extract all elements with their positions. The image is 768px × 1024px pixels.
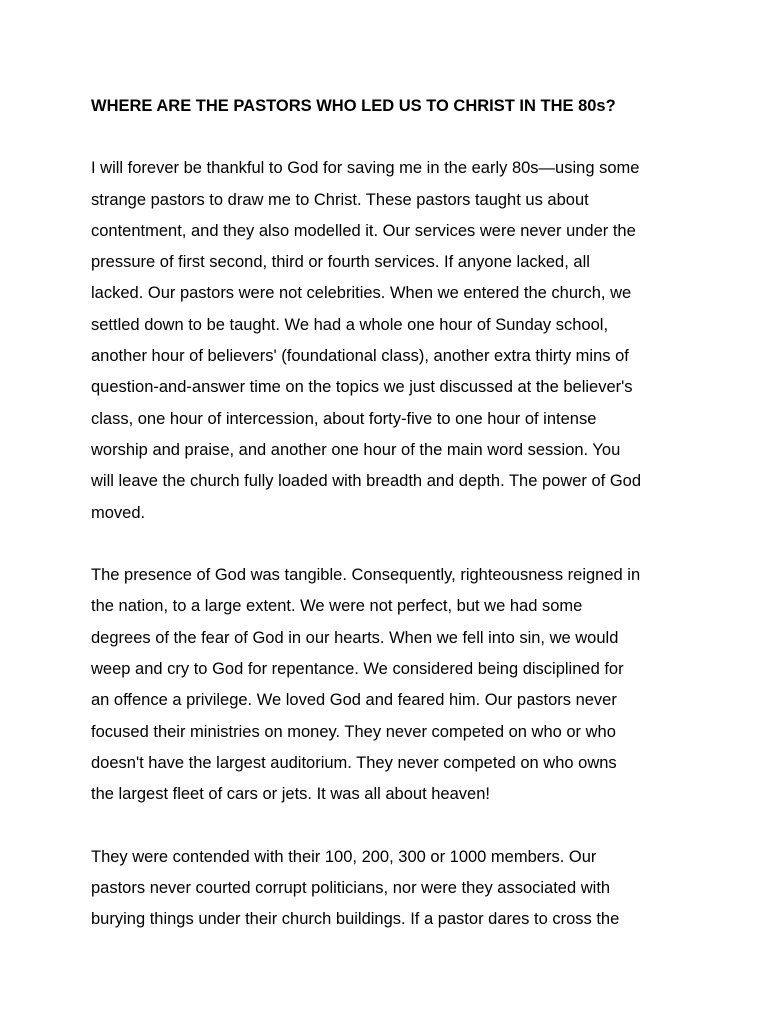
text-line: worship and praise, and another one hour of the main word session. You: [91, 440, 621, 459]
text-line: I will forever be thankful to God for saving me in the early 80s—using some: [91, 159, 640, 178]
text-line: another hour of believers' (foundational class), another extra thirty mins of: [91, 347, 629, 366]
paragraph-3: [91, 842, 691, 936]
document-title: WHERE ARE THE PASTORS WHO LED US TO CHRIST IN THE 80s?: [91, 97, 616, 115]
text-line: will leave the church fully loaded with breadth and depth. The power of God: [91, 472, 642, 491]
paragraph-1: [91, 153, 691, 529]
text-line: The presence of God was tangible. Consequently, righteousness reigned in: [91, 566, 641, 585]
text-line: pressure of first second, third or fourth services. If anyone lacked, all: [91, 253, 590, 272]
text-line: the nation, to a large extent. We were not perfect, but we had some: [91, 597, 583, 616]
text-line: an offence a privilege. We loved God and feared him. Our pastors never: [91, 691, 617, 710]
document-body: [91, 91, 691, 967]
paragraph-2: [91, 560, 691, 810]
text-line: pastors never courted corrupt politicians, nor were they associated with: [91, 879, 611, 898]
text-line: moved.: [91, 503, 146, 522]
text-line: question-and-answer time on the topics we just discussed at the believer's: [91, 378, 633, 397]
text-line: lacked. Our pastors were not celebrities. When we entered the church, we: [91, 284, 632, 303]
text-line: focused their ministries on money. They never competed on who or who: [91, 722, 616, 741]
text-line: settled down to be taught. We had a whole one hour of Sunday school,: [91, 315, 609, 334]
text-line: the largest fleet of cars or jets. It was all about heaven!: [91, 785, 490, 804]
text-line: They were contended with their 100, 200, 300 or 1000 members. Our: [91, 847, 597, 866]
text-line: doesn't have the largest auditorium. They never competed on who owns: [91, 753, 617, 772]
text-line: degrees of the fear of God in our hearts. When we fell into sin, we would: [91, 628, 619, 647]
text-line: contentment, and they also modelled it. Our services were never under the: [91, 221, 636, 240]
text-line: weep and cry to God for repentance. We considered being disciplined for: [91, 660, 624, 679]
text-line: burying things under their church buildings. If a pastor dares to cross the: [91, 910, 620, 929]
text-line: class, one hour of intercession, about forty-five to one hour of intense: [91, 409, 597, 428]
text-line: strange pastors to draw me to Christ. These pastors taught us about: [91, 190, 589, 209]
